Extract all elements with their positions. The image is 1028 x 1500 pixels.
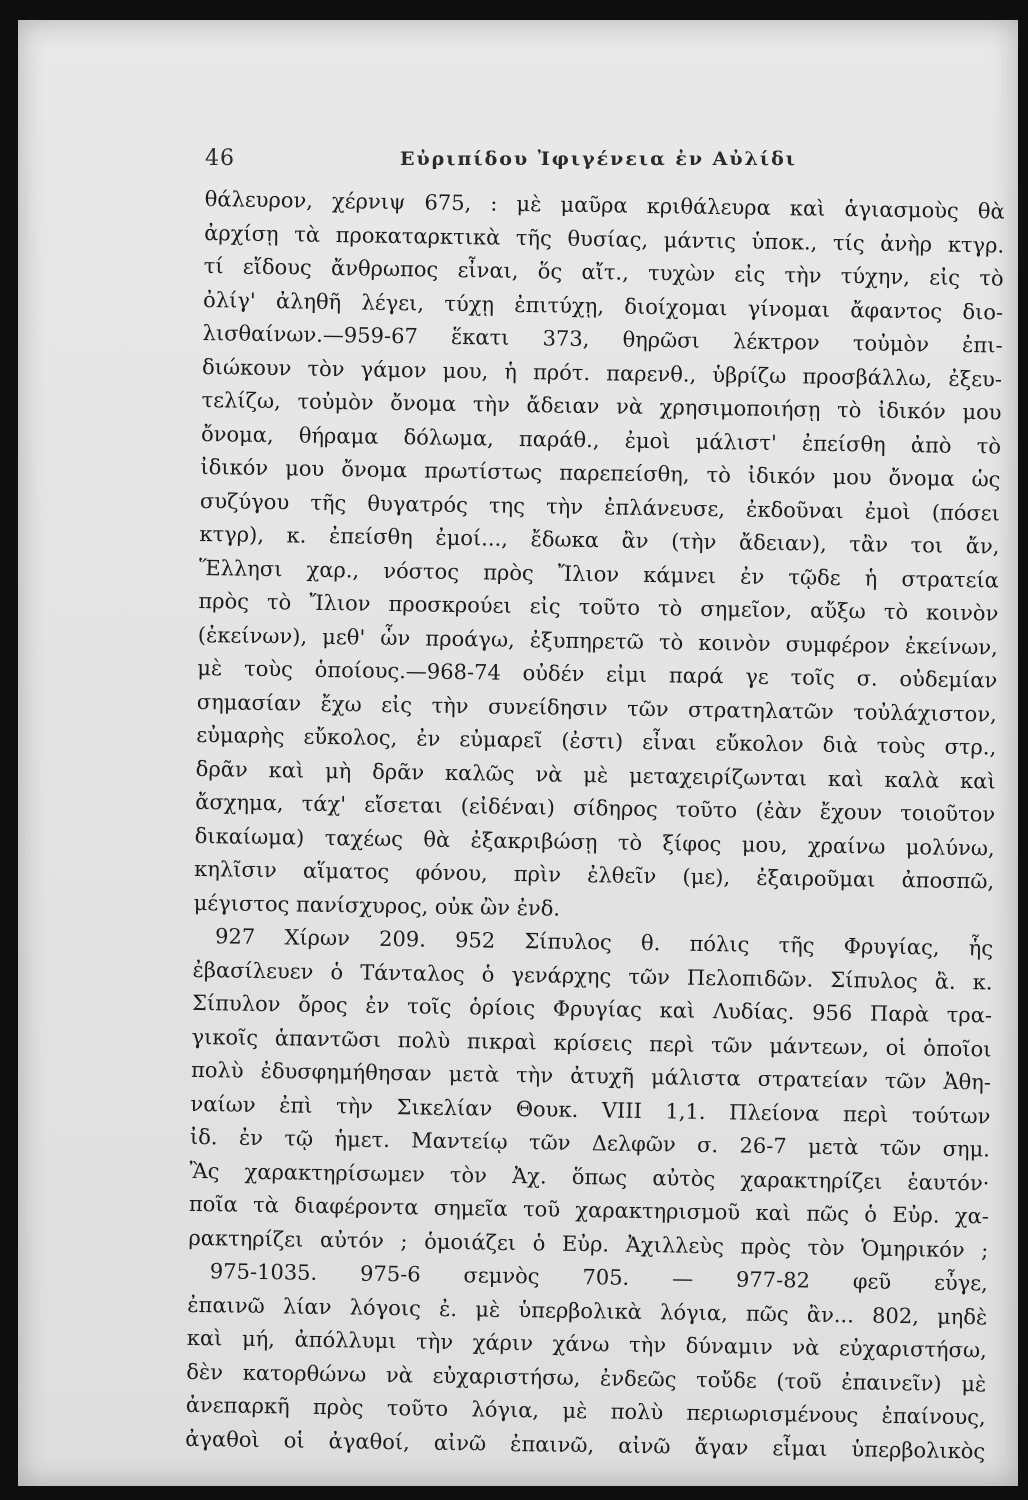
text-line: ἐβασίλευεν ὁ Τάνταλος ὁ γενάρχης τῶν Πελοπιδῶν. Σίπυλος ἂ. κ. [192,957,993,994]
text-line: εὐμαρὴς εὔκολος, ἐν εὐμαρεῖ (ἐστι) εἶναι εὔκολον διὰ τοὺς στρ., [196,722,997,760]
text-line: δρᾶν καὶ μὴ δρᾶν καλῶς νὰ μὲ μεταχειρίζωνται καὶ καλὰ καὶ [195,756,996,793]
text-line: γικοῖς ἁπαντῶσι πολὺ πικραὶ κρίσεις περὶ τῶν μάντεων, οἱ ὁποῖοι [191,1024,992,1061]
text-line: 975-1035. 975-6 σεμνὸς 705. — 977-82 φεῦ εὖγε, [209,1259,989,1296]
text-line: δὲν κατορθώνω νὰ εὐχαριστήσω, ἐνδεῶς τοὔδε (τοῦ ἐπαινεῖν) μὲ [186,1359,987,1396]
text-line: ποῖα τὰ διαφέροντα σημεῖα τοῦ χαρακτηρισμοῦ καὶ πῶς ὁ Εὐρ. χα- [188,1191,990,1229]
text-line: διώκουν τὸν γάμον μου, ἡ πρότ. παρενθ., ὑβρίζω προσβάλλω, ἐξευ- [201,354,1003,392]
running-title: Εὐριπίδου Ἰφιγένεια ἐν Αὐλίδι [400,148,797,170]
text-line: ἰδ. ἐν τῷ ἡμετ. Μαντείῳ τῶν Δελφῶν σ. 26-7 μετὰ τῶν σημ. [189,1124,991,1162]
text-line: κηλῖσιν αἵματος φόνου, πρὶν ἐλθεῖν (με), ἐξαιροῦμαι ἀποσπῶ, [194,856,995,894]
text-line: δικαίωμα) ταχέως θὰ ἐξακριβώσῃ τὸ ξίφος μου, χραίνω μολύνω, [194,823,995,860]
text-line: 927 Χίρων 209. 952 Σίπυλος θ. πόλις τῆς Φρυγίας, ἧς [214,924,994,961]
text-line: Σίπυλον ὄρος ἐν τοῖς ὁρίοις Φρυγίας καὶ Λυδίας. 956 Παρὰ τρα- [191,990,993,1028]
text-line: θάλευρον, χέρνιψ 675, : μὲ μαῦρα κριθάλευρα καὶ ἁγιασμοὺς θὰ [204,186,1005,224]
text-line: Ἕλλησι χαρ., νόστος πρὸς Ἴλιον κάμνει ἐν τῷδε ἡ στρατεία [198,555,1000,593]
text-line: λισθαίνων.—959-67 ἕκατι 373, θηρῶσι λέκτρον τοὐμὸν ἐπι- [202,320,1003,358]
text-line: συζύγου τῆς θυγατρός της τὴν ἐπλάνευσε, ἐκδοῦναι ἐμοὶ (πόσει [199,488,1001,526]
text-line: ἀγαθοὶ οἱ ἀγαθοί, αἰνῶ ἐπαινῶ, αἰνῶ ἄγαν εἶμαι ὑπερβολικὸς [185,1426,986,1463]
text-line: τί εἴδους ἄνθρωπος εἶναι, ὅς αἴτ., τυχὼν εἰς τὴν τύχην, εἰς τὸ [203,253,1004,291]
page-header [205,146,1015,176]
text-line: μὲ τοὺς ὁποίους.—968-74 οὐδέν εἰμι παρά γε τοῖς σ. οὐδεμίαν [197,655,998,693]
text-line: ἄσχημα, τάχ' εἴσεται (εἰδέναι) σίδηρος τοῦτο (ἐὰν ἔχουν τοιοῦτον [195,789,996,827]
text-line: ὄνομα, θήραμα δόλωμα, παράθ., ἐμοὶ μάλιστ' ἐπείσθη ἀπὸ τὸ [200,421,1002,459]
text-line: πολὺ ἐδυσφημήθησαν μετὰ τὴν ἀτυχῆ μάλιστα στρατείαν τῶν Ἀθη- [190,1057,992,1095]
text-line: μέγιστος πανίσχυρος, οὐκ ὢν ἐνδ. [193,890,561,921]
text-line: (ἐκείνων), μεθ' ὧν προάγω, ἐξυπηρετῶ τὸ κοινὸν συμφέρον ἐκείνων, [197,622,998,660]
text-line: κτγρ), κ. ἐπείσθη ἐμοί..., ἔδωκα ἂν (τὴν ἄδειαν), τἂν τοι ἄν, [199,521,1000,559]
text-line: ρακτηρίζει αὐτόν ; ὁμοιάζει ὁ Εὐρ. Ἀχιλλεὺς πρὸς τὸν Ὁμηρικόν ; [188,1225,989,1262]
text-line: ἀνεπαρκῆ πρὸς τοῦτο λόγια, μὲ πολὺ περιωρισμένους ἐπαίνους, [185,1392,986,1430]
text-line: τελίζω, τοὐμὸν ὄνομα τὴν ἄδειαν νὰ χρησιμοποιήσῃ τὸ ἰδικόν μου [201,387,1002,425]
text-line: ἐπαινῶ λίαν λόγοις ἐ. μὲ ὑπερβολικὰ λόγια, πῶς ἂν... 802, μηδὲ [187,1292,988,1329]
text-line: πρὸς τὸ Ἴλιον προσκρούει εἰς τοῦτο τὸ σημεῖον, αὔξω τὸ κοινὸν [198,588,999,626]
text-line: σημασίαν ἔχω εἰς τὴν συνείδησιν τῶν στρατηλατῶν τοὐλάχιστον, [196,689,997,727]
commentary-text [185,183,1005,1468]
text-line: ἰδικόν μου ὄνομα πρωτίστως παρεπείσθη, τὸ ἰδικόν μου ὄνομα ὡς [200,454,1001,492]
page-number: 46 [205,146,235,171]
text-line: ὀλίγ' ἀληθῆ λέγει, τύχῃ ἐπιτύχῃ, διοίχομαι γίνομαι ἄφαντος διο- [202,287,1004,325]
text-line: ἀρχίσῃ τὰ προκαταρκτικὰ τῆς θυσίας, μάντις ὑποκ., τίς ἀνὴρ κτγρ. [204,220,1005,258]
text-line: καὶ μή, ἀπόλλυμι τὴν χάριν χάνω τὴν δύναμιν νὰ εὐχαριστήσω, [186,1325,987,1363]
text-line: ναίων ἐπὶ τὴν Σικελίαν Θουκ. VIII 1,1. Πλείονα περὶ τούτων [190,1091,991,1128]
text-line: Ἂς χαρακτηρίσωμεν τὸν Ἀχ. ὅπως αὐτὸς χαρακτηρίζει ἑαυτόν· [189,1158,990,1195]
